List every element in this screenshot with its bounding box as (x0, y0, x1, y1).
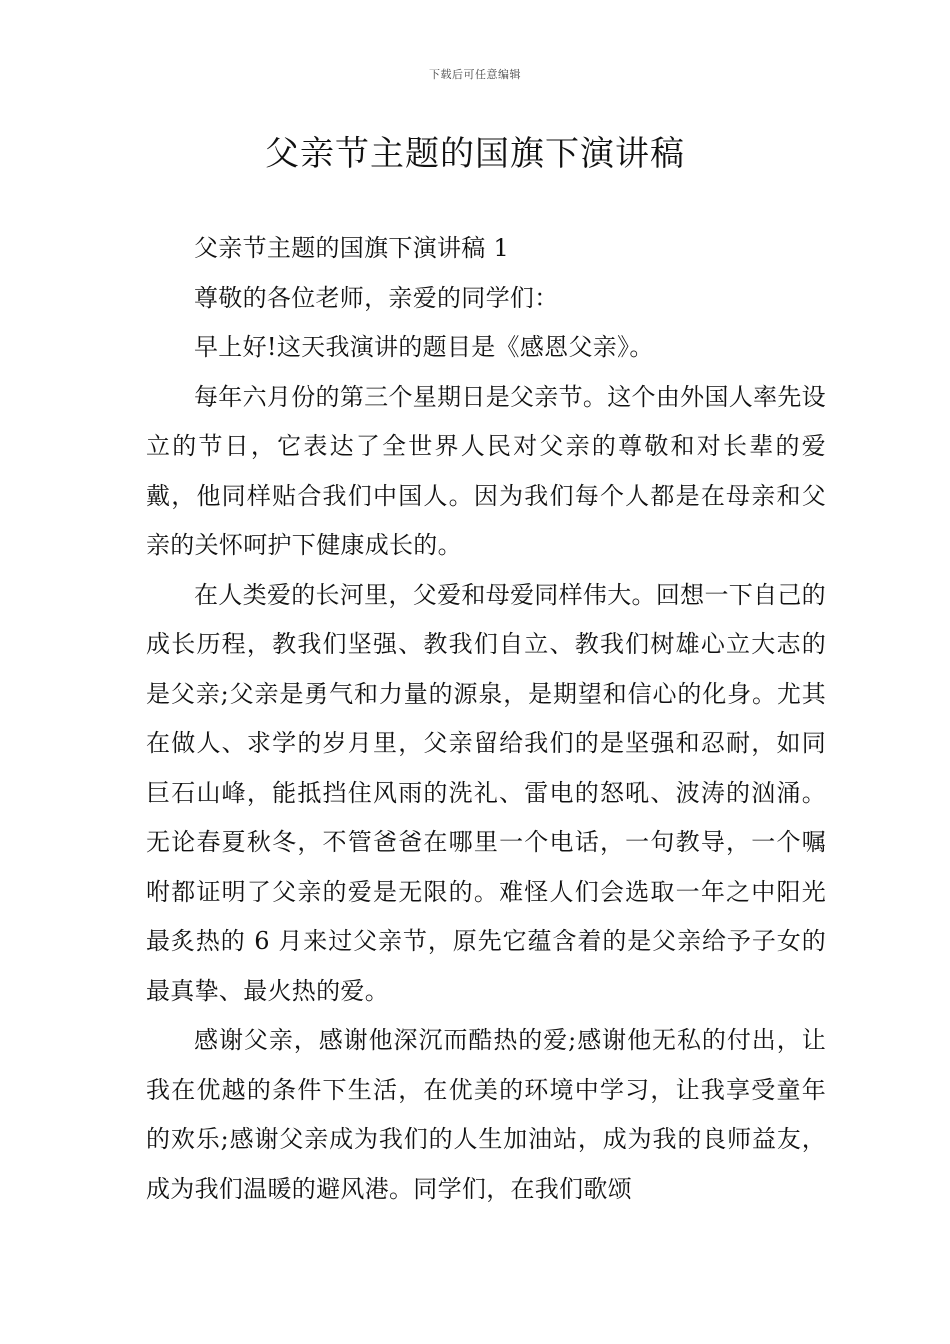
paragraph: 每年六月份的第三个星期日是父亲节。这个由外国人率先设立的节日，它表达了全世界人民对父亲的尊敬和对长辈的爱戴，他同样贴合我们中国人。因为我们每个人都是在母亲和父亲的关怀呵护下健康成长的。 (146, 382, 826, 559)
document-body (146, 224, 826, 1214)
header-note: 下载后可任意编辑 (429, 68, 521, 81)
document-title: 父亲节主题的国旗下演讲稿 (265, 134, 685, 174)
paragraph-greeting: 早上好!这天我演讲的题目是《感恩父亲》。 (194, 333, 654, 361)
paragraph: 感谢父亲，感谢他深沉而酷热的爱;感谢他无私的付出，让我在优越的条件下生活，在优美的环境中学习，让我享受童年的欢乐;感谢父亲成为我们的人生加油站，成为我的良师益友，成为我们温暖的避风港。同学们，在我们歌颂 (146, 1026, 826, 1203)
paragraph-salutation: 尊敬的各位老师，亲爱的同学们： (194, 283, 559, 312)
paragraph: 在人类爱的长河里，父爱和母爱同样伟大。回想一下自己的成长历程，教我们坚强、教我们自立、教我们树雄心立大志的是父亲;父亲是勇气和力量的源泉，是期望和信心的化身。尤其在做人、求学的岁月里，父亲留给我们的是坚强和忍耐，如同巨石山峰，能抵挡住风雨的洗礼、雷电的怒吼、波涛的汹涌。无论春夏秋冬，不管爸爸在哪里一个电话，一句教导，一个嘱咐都证明了父亲的爱是无限的。难怪人们会选取一年之中阳光最炙热的 6 月来过父亲节，原先它蕴含着的是父亲给予子女的最真挚、最火热的爱。 (146, 580, 826, 1005)
paragraph-subtitle: 父亲节主题的国旗下演讲稿 1 (194, 234, 510, 262)
